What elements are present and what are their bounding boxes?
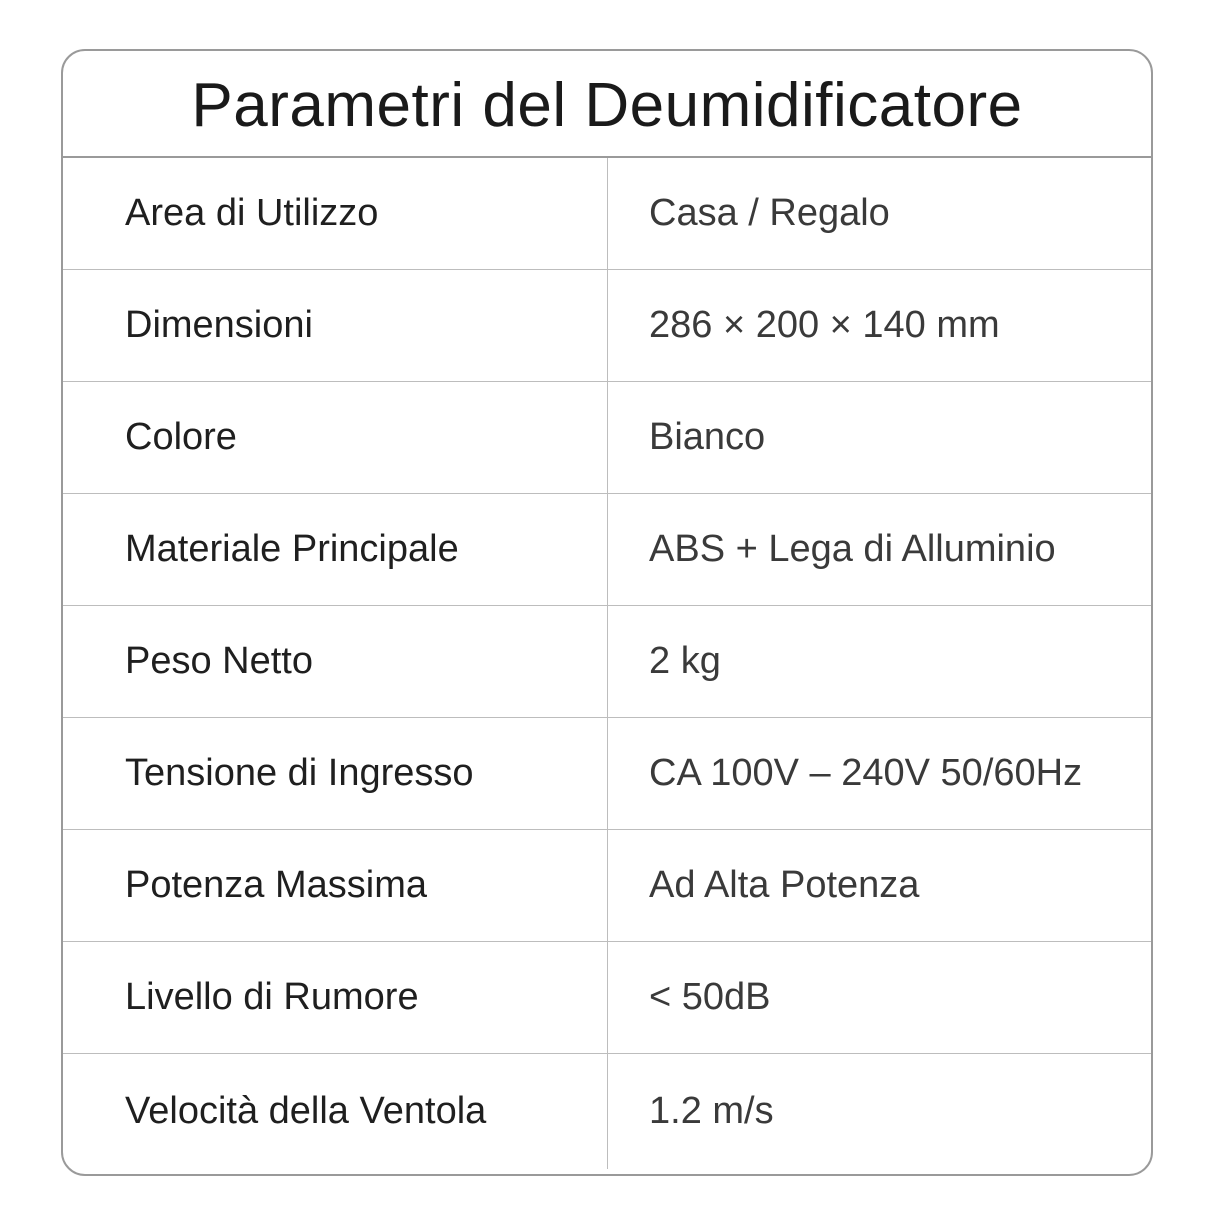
spec-card <box>61 49 1153 1176</box>
table-row <box>63 270 1151 382</box>
row-label: Potenza Massima <box>63 830 608 941</box>
row-label: Peso Netto <box>63 606 608 717</box>
row-value: Bianco <box>649 416 766 458</box>
page-title: Parametri del Deumidificatore <box>191 70 1023 140</box>
row-value: 2 kg <box>649 640 721 682</box>
table-row <box>63 494 1151 606</box>
title-bar <box>63 51 1151 158</box>
row-value: 1.2 m/s <box>649 1090 774 1132</box>
table-row <box>63 382 1151 494</box>
row-value: Ad Alta Potenza <box>649 864 920 906</box>
table-row <box>63 606 1151 718</box>
row-label: Colore <box>63 382 608 493</box>
table-row <box>63 718 1151 830</box>
table-row <box>63 158 1151 270</box>
row-label: Area di Utilizzo <box>63 158 608 269</box>
row-value: Casa / Regalo <box>649 192 890 234</box>
row-value: CA 100V – 240V 50/60Hz <box>649 752 1083 794</box>
spec-table <box>63 158 1151 1169</box>
table-row <box>63 830 1151 942</box>
table-row <box>63 942 1151 1054</box>
row-label: Dimensioni <box>63 270 608 381</box>
row-label: Velocità della Ventola <box>63 1054 608 1169</box>
row-value: ABS + Lega di Alluminio <box>649 528 1056 570</box>
row-label: Tensione di Ingresso <box>63 718 608 829</box>
table-row <box>63 1054 1151 1169</box>
row-value: < 50dB <box>649 976 771 1018</box>
row-value: 286 × 200 × 140 mm <box>649 304 1000 346</box>
row-label: Livello di Rumore <box>63 942 608 1053</box>
row-label: Materiale Principale <box>63 494 608 605</box>
